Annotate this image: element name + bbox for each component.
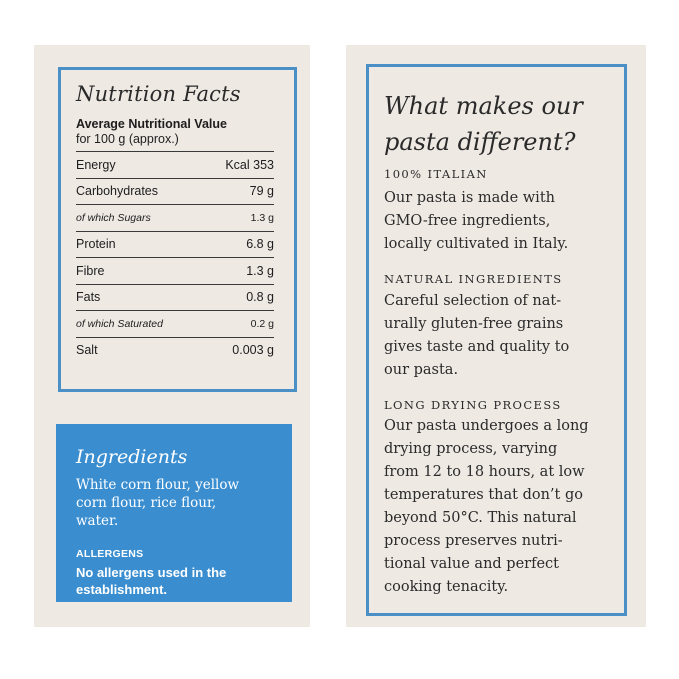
section-heading: NATURAL INGREDIENTS bbox=[384, 272, 563, 286]
ingredients-line: water. bbox=[76, 513, 119, 529]
nutrition-subtitle: Average Nutritional Value bbox=[76, 117, 227, 131]
section-line: from 12 to 18 hours, at low bbox=[384, 464, 585, 480]
section-line: gives taste and quality to bbox=[384, 339, 570, 355]
ingredients-line: corn flour, rice flour, bbox=[76, 495, 217, 511]
nutrition-value: 6.8 g bbox=[246, 237, 274, 252]
info-title-line: What makes our bbox=[384, 92, 583, 120]
nutrition-value: 0.8 g bbox=[246, 290, 274, 305]
section-line: temperatures that don’t go bbox=[384, 487, 583, 503]
nutrition-label: Fibre bbox=[76, 263, 105, 278]
section-line: urally gluten-free grains bbox=[384, 316, 564, 332]
allergens-heading: ALLERGENS bbox=[76, 548, 144, 560]
nutrition-label: of which Saturated bbox=[76, 317, 163, 330]
section-heading: 100% ITALIAN bbox=[384, 167, 488, 181]
nutrition-label: Protein bbox=[76, 237, 116, 252]
nutrition-row bbox=[76, 284, 274, 311]
section-line: Careful selection of nat- bbox=[384, 293, 562, 309]
nutrition-label: Salt bbox=[76, 343, 98, 358]
nutrition-label: Fats bbox=[76, 290, 101, 305]
section-body bbox=[384, 415, 608, 599]
nutrition-value: Kcal 353 bbox=[225, 157, 274, 172]
section-line: our pasta. bbox=[384, 362, 459, 378]
nutrition-value: 1.3 g bbox=[250, 211, 274, 224]
nutrition-row bbox=[76, 204, 274, 231]
section-line: process preserves nutri- bbox=[384, 533, 563, 549]
nutrition-table bbox=[76, 151, 274, 363]
nutrition-label: Carbohydrates bbox=[76, 184, 158, 199]
nutrition-row bbox=[76, 178, 274, 205]
nutrition-row bbox=[76, 310, 274, 337]
nutrition-row bbox=[76, 231, 274, 258]
nutrition-value: 0.003 g bbox=[232, 343, 274, 358]
info-title bbox=[384, 88, 583, 160]
section-body bbox=[384, 187, 608, 256]
section-heading: LONG DRYING PROCESS bbox=[384, 398, 562, 412]
nutrition-label: Energy bbox=[76, 157, 116, 172]
nutrition-per: for 100 g (approx.) bbox=[76, 132, 179, 146]
ingredients-text bbox=[76, 476, 286, 530]
allergens-line: No allergens used in the bbox=[76, 565, 227, 580]
nutrition-title: Nutrition Facts bbox=[76, 82, 241, 106]
ingredients-title: Ingredients bbox=[76, 446, 188, 468]
ingredients-box bbox=[56, 424, 292, 602]
allergens-line: establishment. bbox=[76, 582, 168, 597]
info-title-line: pasta different? bbox=[384, 128, 576, 156]
nutrition-row bbox=[76, 257, 274, 284]
section-line: GMO-free ingredients, bbox=[384, 213, 551, 229]
nutrition-label: of which Sugars bbox=[76, 211, 151, 224]
ingredients-line: White corn flour, yellow bbox=[76, 477, 240, 493]
allergens-text bbox=[76, 564, 286, 598]
nutrition-value: 0.2 g bbox=[250, 317, 274, 330]
section-line: locally cultivated in Italy. bbox=[384, 236, 569, 252]
nutrition-row bbox=[76, 151, 274, 178]
section-body bbox=[384, 290, 608, 382]
section-line: Our pasta is made with bbox=[384, 190, 555, 206]
nutrition-value: 1.3 g bbox=[246, 263, 274, 278]
nutrition-value: 79 g bbox=[249, 184, 274, 199]
nutrition-row bbox=[76, 337, 274, 364]
section-line: cooking tenacity. bbox=[384, 579, 509, 595]
section-line: drying process, varying bbox=[384, 441, 558, 457]
section-line: tional value and perfect bbox=[384, 556, 559, 572]
section-line: Our pasta undergoes a long bbox=[384, 418, 589, 434]
section-line: beyond 50°C. This natural bbox=[384, 510, 577, 526]
